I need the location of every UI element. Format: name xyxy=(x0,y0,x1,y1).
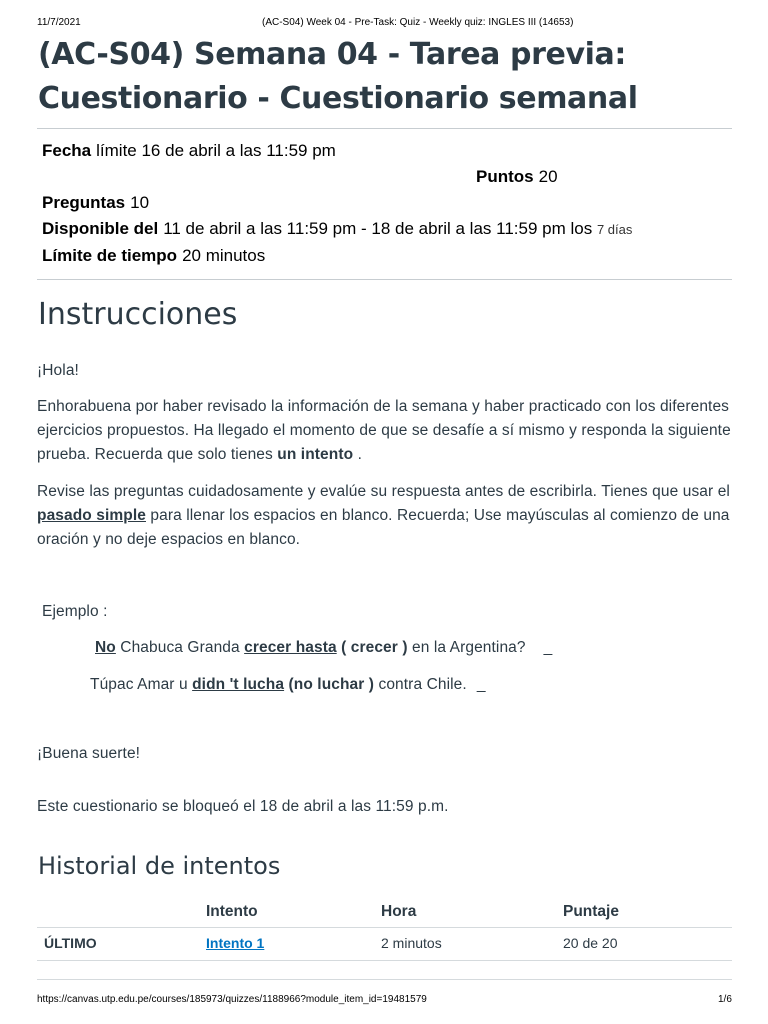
points-label: Puntos xyxy=(476,167,534,186)
ex1-end: en la Argentina? xyxy=(407,639,526,656)
time-limit-row xyxy=(42,246,265,266)
print-doc-title: (AC-S04) Week 04 - Pre-Task: Quiz - Weekly quiz: INGLES III (14653) xyxy=(262,17,574,28)
example-2 xyxy=(90,673,486,697)
greeting: ¡Hola! xyxy=(37,362,79,379)
ex2-blank: _ xyxy=(476,676,486,693)
history-heading: Historial de intentos xyxy=(38,852,281,880)
attempt-time: 2 minutos xyxy=(381,935,442,951)
ex2-hint: (no luchar ) xyxy=(284,676,375,693)
due-date-row xyxy=(42,141,336,161)
time-limit-value: 20 minutos xyxy=(182,246,266,265)
attempt-score: 20 de 20 xyxy=(563,935,618,951)
ex1-hint: ( crecer ) xyxy=(336,639,408,656)
questions-value: 10 xyxy=(130,193,150,212)
table-header-divider xyxy=(37,927,732,928)
good-luck: ¡Buena suerte! xyxy=(37,745,141,762)
col-score: Puntaje xyxy=(563,903,619,920)
questions-label: Preguntas xyxy=(42,193,126,212)
available-label: Disponible del xyxy=(42,219,159,238)
ex1-mid: Chabuca Granda xyxy=(115,639,245,656)
ex1-no: No xyxy=(95,639,116,656)
points-row xyxy=(476,167,558,187)
divider-top xyxy=(37,128,732,129)
questions-row xyxy=(42,193,149,213)
table-row-divider xyxy=(37,960,732,961)
divider-meta xyxy=(37,279,732,280)
due-date-value: límite 16 de abril a las 11:59 pm xyxy=(96,141,336,160)
row-label: ÚLTIMO xyxy=(44,935,97,951)
attempt-link[interactable]: Intento 1 xyxy=(206,935,265,951)
p2-underline: pasado simple xyxy=(37,507,146,524)
instructions-paragraph-2 xyxy=(37,480,737,552)
footer-page: 1/6 xyxy=(718,994,732,1005)
instructions-heading: Instrucciones xyxy=(38,297,238,332)
print-date: 11/7/2021 xyxy=(37,17,81,28)
points-value: 20 xyxy=(538,167,558,186)
ex2-end: contra Chile. xyxy=(374,676,467,693)
p1-text: Enhorabuena por haber revisado la información de la semana y haber practicado con los diferentes ejercicios propuestos. Ha llegado el momento de que se desafíe a sí mismo y responda la siguiente prueba. Recuerda que solo tienes xyxy=(37,398,731,463)
ex1-answer: crecer hasta xyxy=(244,639,337,656)
locked-notice: Este cuestionario se bloqueó el 18 de abril a las 11:59 p.m. xyxy=(37,798,449,815)
available-duration: 7 días xyxy=(596,222,633,237)
ex2-start: Túpac Amar u xyxy=(90,676,193,693)
instructions-paragraph-1 xyxy=(37,395,737,467)
time-limit-label: Límite de tiempo xyxy=(42,246,178,265)
col-time: Hora xyxy=(381,903,417,920)
available-row xyxy=(42,219,632,239)
ex1-blank: _ xyxy=(543,639,553,656)
available-value: 11 de abril a las 11:59 pm - 18 de abril a las 11:59 pm los xyxy=(163,219,593,238)
table-bottom-divider xyxy=(37,979,732,980)
due-date-label: Fecha xyxy=(42,141,92,160)
p2-start: Revise las preguntas cuidadosamente y evalúe su respuesta antes de escribirla. Tienes que usar el xyxy=(37,483,730,500)
example-label: Ejemplo : xyxy=(42,603,108,620)
p2-end: para llenar los espacios en blanco. Recuerda; Use mayúsculas al comienzo de una oración y no deje espacios en blanco. xyxy=(37,507,730,548)
page-title: (AC-S04) Semana 04 - Tarea previa: Cuestionario - Cuestionario semanal xyxy=(38,37,638,116)
col-attempt: Intento xyxy=(206,903,258,920)
p1-end: . xyxy=(353,446,362,463)
p1-bold: un intento xyxy=(277,446,354,463)
example-1 xyxy=(95,636,552,660)
footer-url: https://canvas.utp.edu.pe/courses/185973/quizzes/1188966?module_item_id=19481579 xyxy=(37,994,427,1005)
ex2-answer: didn 't lucha xyxy=(192,676,285,693)
